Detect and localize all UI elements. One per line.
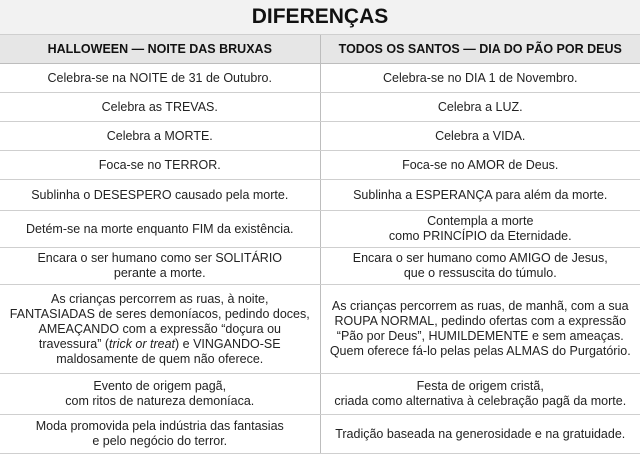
table-row	[0, 248, 640, 285]
cell-text: Celebra-se no DIA 1 de Novembro.	[382, 70, 578, 85]
header-todos-os-santos: TODOS OS SANTOS — DIA DO PÃO POR DEUS	[320, 35, 640, 64]
halloween-cell	[0, 122, 320, 151]
santos-cell	[320, 93, 640, 122]
cell-text: e pelo negócio do terror.	[92, 434, 228, 448]
table-row	[0, 122, 640, 151]
cell-text: Celebra-se na NOITE de 31 de Outubro.	[47, 70, 272, 85]
table-row	[0, 180, 640, 211]
cell-text: com ritos de natureza demoníaca.	[65, 394, 255, 408]
cell-text: Contempla a morte	[427, 214, 534, 228]
cell-text-italic: trick or treat	[109, 336, 176, 351]
halloween-cell	[0, 248, 320, 285]
table-row	[0, 64, 640, 93]
halloween-cell	[0, 180, 320, 211]
cell-text: Moda promovida pela indústria das fantasias	[35, 419, 284, 433]
header-row	[0, 35, 640, 64]
table-row	[0, 415, 640, 454]
halloween-cell	[0, 285, 320, 374]
halloween-cell	[0, 151, 320, 180]
cell-text: Evento de origem pagã,	[93, 379, 227, 393]
cell-text: Detém-se na morte enquanto FIM da existência.	[26, 221, 294, 236]
cell-text: Celebra a LUZ.	[437, 99, 523, 114]
cell-text: Celebra as TREVAS.	[101, 99, 218, 114]
cell-text: Celebra a VIDA.	[435, 128, 526, 143]
table-row	[0, 93, 640, 122]
cell-text: Sublinha o DESESPERO causado pela morte.	[31, 187, 289, 202]
comparison-table	[0, 35, 640, 454]
cell-text: As crianças percorrem as ruas, de manhã, com a sua ROUPA NORMAL, pedindo ofertas com a expressão “Pão por Deus”, HUMILDEMENTE e sem ameaças. Quem oferece fá-lo pelas pelas ALMAS do Purgatório.	[329, 299, 631, 358]
cell-text: Tradição baseada na generosidade e na gratuidade.	[335, 426, 626, 441]
table-row	[0, 374, 640, 415]
santos-cell	[320, 248, 640, 285]
santos-cell	[320, 211, 640, 248]
cell-text: Foca-se no AMOR de Deus.	[402, 157, 559, 172]
santos-cell	[320, 122, 640, 151]
cell-text: Festa de origem cristã,	[416, 379, 544, 393]
santos-cell	[320, 374, 640, 415]
cell-text: criada como alternativa à celebração pagã da morte.	[334, 394, 627, 408]
page-title: DIFERENÇAS	[0, 0, 640, 35]
cell-text: Foca-se no TERROR.	[98, 157, 221, 172]
header-halloween: HALLOWEEN — NOITE DAS BRUXAS	[0, 35, 320, 64]
cell-text: perante a morte.	[113, 266, 206, 280]
cell-text: Celebra a MORTE.	[106, 128, 213, 143]
cell-text: Sublinha a ESPERANÇA para além da morte.	[353, 187, 608, 202]
santos-cell	[320, 180, 640, 211]
halloween-cell	[0, 211, 320, 248]
table-row	[0, 211, 640, 248]
halloween-cell	[0, 93, 320, 122]
santos-cell	[320, 151, 640, 180]
santos-cell	[320, 285, 640, 374]
cell-text: como PRINCÍPIO da Eternidade.	[388, 229, 572, 243]
cell-text: que o ressuscita do túmulo.	[403, 266, 557, 280]
cell-text: ) e VINGANDO-SE maldosamente de quem não oferece.	[56, 336, 281, 366]
santos-cell	[320, 64, 640, 93]
halloween-cell	[0, 64, 320, 93]
cell-text: As crianças percorrem as ruas, à noite, FANTASIADAS de seres demoníacos, pedindo doces, AMEAÇANDO com a expressão “doçura ou travessura” (	[9, 291, 310, 351]
halloween-cell	[0, 415, 320, 454]
cell-text: Encara o ser humano como AMIGO de Jesus,	[352, 251, 608, 265]
santos-cell	[320, 415, 640, 454]
table-row	[0, 285, 640, 374]
cell-text: Encara o ser humano como ser SOLITÁRIO	[37, 251, 283, 265]
halloween-cell	[0, 374, 320, 415]
table-row	[0, 151, 640, 180]
